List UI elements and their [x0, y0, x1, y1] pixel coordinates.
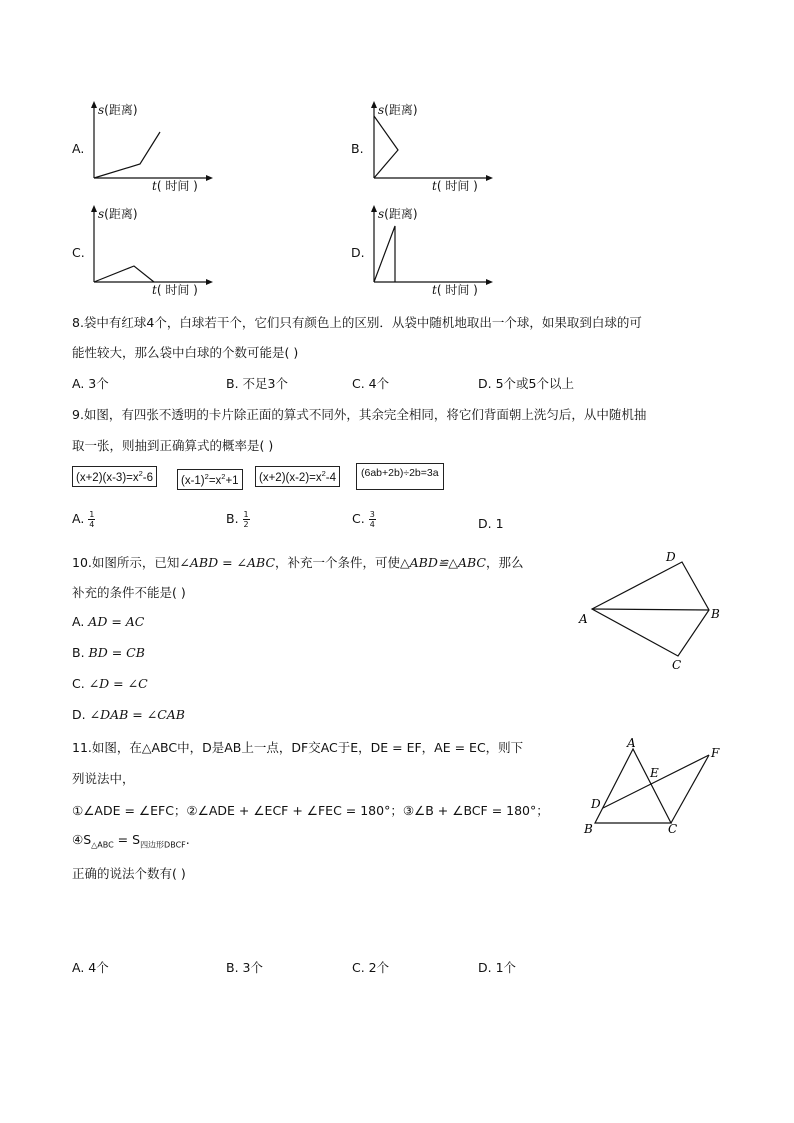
y-axis-label: s(距离) — [98, 103, 138, 117]
formula-card-2: $(x-1)^2=x^2+1$ — [177, 469, 243, 490]
formula-card-3: $(x+2)(x-2)=x^2-4$ — [255, 466, 340, 487]
x-axis-label: t( 时间 ) — [432, 283, 478, 297]
question-text-line: 列说法中， — [72, 771, 135, 786]
answer-option-d[interactable]: D. 1 — [478, 516, 504, 531]
answer-option-b[interactable]: B. 3个 — [226, 960, 263, 975]
point-label-c: C — [672, 658, 682, 672]
triangle-figure-abdc — [575, 545, 725, 675]
question-text-line: 8.袋中有红球4个，白球若干个，它们只有颜色上的区别．从袋中随机地取出一个球，如果取到白球的可 — [72, 315, 642, 330]
point-label-c: C — [668, 822, 678, 836]
question-text-line: 10.如图所示，已知∠ABD = ∠ABC，补充一个条件，可使△ABD≌△ABC，那么 — [72, 555, 524, 570]
question-text-line: 能性较大，那么袋中白球的个数可能是( ) — [72, 345, 299, 360]
answer-option-c[interactable]: C. 4个 — [352, 376, 390, 391]
triangle-figure-abc-def — [580, 735, 730, 840]
point-label-b: B — [711, 607, 720, 621]
formula-card-4: (6ab+2b)÷2b=3a — [356, 463, 444, 490]
answer-option-a[interactable]: A. 4个 — [72, 960, 109, 975]
point-label-d: D — [666, 550, 676, 564]
point-label-e: E — [650, 766, 659, 780]
answer-option-b[interactable]: B. BD = CB — [72, 645, 145, 660]
answer-option-b[interactable]: B. 不足3个 — [226, 376, 288, 391]
answer-option-c[interactable]: C. ∠D = ∠C — [72, 676, 148, 691]
question-statements-line: ①∠ADE = ∠EFC；②∠ADE + ∠ECF + ∠FEC = 180°；③∠B + ∠BCF = 180°； — [72, 803, 549, 818]
point-label-b: B — [584, 822, 593, 836]
point-label-a: A — [627, 736, 636, 750]
answer-option-d[interactable]: D. 5个或5个以上 — [478, 376, 574, 391]
x-axis-label: t( 时间 ) — [152, 283, 198, 297]
question-text-line: 9.如图，有四张不透明的卡片除正面的算式不同外，其余完全相同，将它们背面朝上洗匀后，从中随机抽 — [72, 407, 647, 422]
answer-option-a[interactable]: A. $\frac{1}{4}$ — [72, 510, 95, 529]
answer-option-c[interactable]: C. 2个 — [352, 960, 390, 975]
point-label-d: D — [591, 797, 601, 811]
y-axis-label: s(距离) — [378, 103, 418, 117]
answer-option-d[interactable]: D. 1个 — [478, 960, 517, 975]
formula-card-1: $(x+2)(x-3)=x^2-6$ — [72, 466, 157, 487]
option-letter: A. — [72, 141, 85, 156]
option-letter: D. — [351, 245, 365, 260]
answer-option-a[interactable]: A. 3个 — [72, 376, 109, 391]
question-text-line: 补充的条件不能是( ) — [72, 585, 186, 600]
x-axis-label: t( 时间 ) — [152, 179, 198, 193]
answer-option-d[interactable]: D. ∠DAB = ∠CAB — [72, 707, 185, 722]
fraction: $\frac{1}{2}$ — [243, 510, 249, 529]
option-letter: C. — [72, 245, 85, 260]
answer-option-c[interactable]: C. $\frac{3}{4}$ — [352, 510, 375, 529]
option-letter: B. — [351, 141, 364, 156]
question-statements-line: $④S_{\triangle ABC} = S_{四边形DBCF}$. — [72, 832, 190, 850]
fraction: $\frac{1}{4}$ — [89, 510, 95, 529]
question-text-line: 11.如图，在△ABC中，D是AB上一点，DF交AC于E，DE = EF，AE = EC，则下 — [72, 740, 524, 755]
answer-option-a[interactable]: A. AD = AC — [72, 614, 145, 629]
point-label-f: F — [711, 746, 720, 760]
answer-option-b[interactable]: B. $\frac{1}{2}$ — [226, 510, 249, 529]
y-axis-label: s(距离) — [98, 207, 138, 221]
fraction: $\frac{3}{4}$ — [369, 510, 375, 529]
question-text-line: 取一张，则抽到正确算式的概率是( ) — [72, 438, 274, 453]
question-text-line: 正确的说法个数有( ) — [72, 866, 186, 881]
x-axis-label: t( 时间 ) — [432, 179, 478, 193]
point-label-a: A — [579, 612, 588, 626]
y-axis-label: s(距离) — [378, 207, 418, 221]
